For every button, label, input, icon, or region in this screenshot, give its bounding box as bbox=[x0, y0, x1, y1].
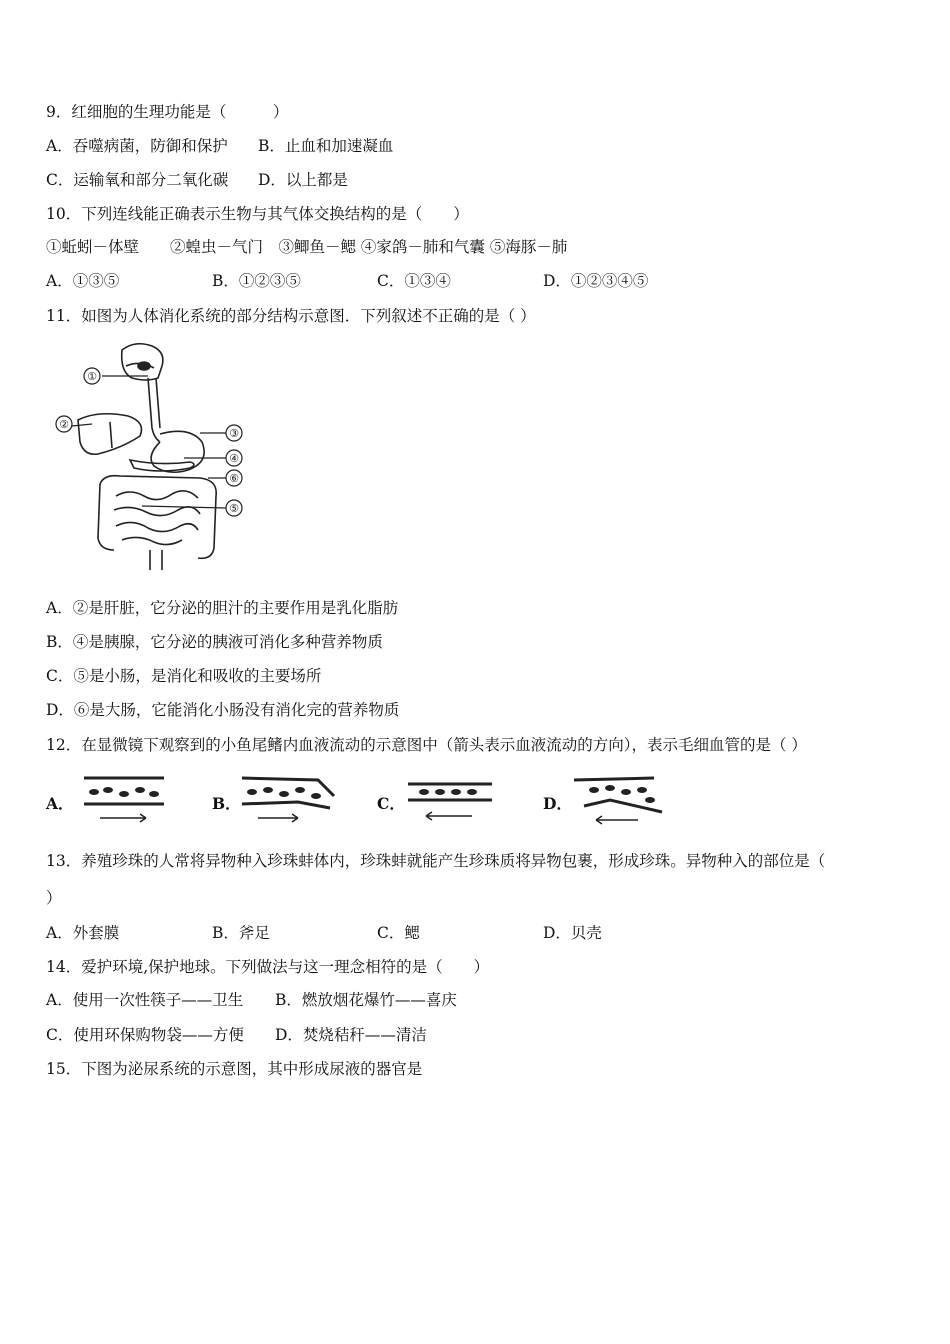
diagram-label-4: ④ bbox=[229, 452, 239, 465]
q13-option-d[interactable]: D．贝壳 bbox=[543, 924, 602, 942]
q10-option-d[interactable]: D．①②③④⑤ bbox=[543, 272, 649, 290]
q13-stem-continued: ） bbox=[46, 889, 62, 907]
q13-option-b[interactable]: B．斧足 bbox=[212, 924, 270, 942]
q10-option-b[interactable]: B．①②③⑤ bbox=[212, 272, 301, 290]
vessel-image-d bbox=[570, 772, 670, 828]
q12-option-b[interactable]: B． bbox=[212, 794, 241, 813]
q9-option-d[interactable]: D．以上都是 bbox=[258, 171, 348, 189]
diagram-label-5: ⑤ bbox=[229, 502, 239, 515]
q13-option-a[interactable]: A．外套膜 bbox=[46, 924, 120, 942]
q9-stem: 9．红细胞的生理功能是（ ） bbox=[46, 103, 289, 121]
q9-option-a[interactable]: A．吞噬病菌，防御和保护 bbox=[46, 137, 228, 155]
q14-option-b[interactable]: B．燃放烟花爆竹——喜庆 bbox=[275, 991, 457, 1009]
q14-option-d[interactable]: D．焚烧秸秆——清洁 bbox=[275, 1026, 427, 1044]
q11-option-b[interactable]: B．④是胰腺，它分泌的胰液可消化多种营养物质 bbox=[46, 633, 383, 651]
q12-option-a[interactable]: A． bbox=[46, 794, 74, 813]
vessel-image-c bbox=[404, 772, 499, 824]
q12-option-d[interactable]: D． bbox=[543, 794, 572, 813]
vessel-image-b bbox=[238, 772, 338, 824]
q14-option-c[interactable]: C．使用环保购物袋——方便 bbox=[46, 1026, 244, 1044]
q10-pairs: ①蚯蚓－体壁 ②蝗虫－气门 ③鲫鱼－鳃 ④家鸽－肺和气囊 ⑤海豚－肺 bbox=[46, 238, 568, 256]
q14-stem: 14．爱护环境,保护地球。下列做法与这一理念相符的是（ ） bbox=[46, 958, 490, 976]
q13-stem: 13．养殖珍珠的人常将异物种入珍珠蚌体内，珍珠蚌就能产生珍珠质将异物包裹，形成珍珠。异物种入的部位是（ bbox=[46, 852, 826, 870]
q15-stem: 15．下图为泌尿系统的示意图，其中形成尿液的器官是 bbox=[46, 1060, 423, 1078]
vessel-image-a bbox=[80, 772, 170, 824]
q10-option-a[interactable]: A．①③⑤ bbox=[46, 272, 120, 290]
q11-option-c[interactable]: C．⑤是小肠，是消化和吸收的主要场所 bbox=[46, 667, 322, 685]
q13-option-c[interactable]: C．鳃 bbox=[377, 924, 420, 942]
q9-option-c[interactable]: C．运输氧和部分二氧化碳 bbox=[46, 171, 229, 189]
q10-option-c[interactable]: C．①③④ bbox=[377, 272, 451, 290]
q11-option-a[interactable]: A．②是肝脏，它分泌的胆汁的主要作用是乳化脂肪 bbox=[46, 599, 399, 617]
q11-option-d[interactable]: D．⑥是大肠，它能消化小肠没有消化完的营养物质 bbox=[46, 701, 400, 719]
q12-stem: 12．在显微镜下观察到的小鱼尾鳍内血液流动的示意图中（箭头表示血液流动的方向），表示毛细血管的是（ ） bbox=[46, 736, 807, 754]
q14-option-a[interactable]: A．使用一次性筷子——卫生 bbox=[46, 991, 244, 1009]
digestive-system-diagram bbox=[50, 338, 250, 573]
q12-option-c[interactable]: C． bbox=[377, 794, 405, 813]
diagram-label-6: ⑥ bbox=[229, 472, 239, 485]
diagram-label-2: ② bbox=[59, 418, 69, 431]
q10-stem: 10．下列连线能正确表示生物与其气体交换结构的是（ ） bbox=[46, 205, 469, 223]
diagram-label-1: ① bbox=[87, 370, 97, 383]
q9-option-b[interactable]: B．止血和加速凝血 bbox=[258, 137, 394, 155]
q11-stem: 11．如图为人体消化系统的部分结构示意图．下列叙述不正确的是（ ） bbox=[46, 307, 536, 325]
diagram-label-3: ③ bbox=[229, 427, 239, 440]
